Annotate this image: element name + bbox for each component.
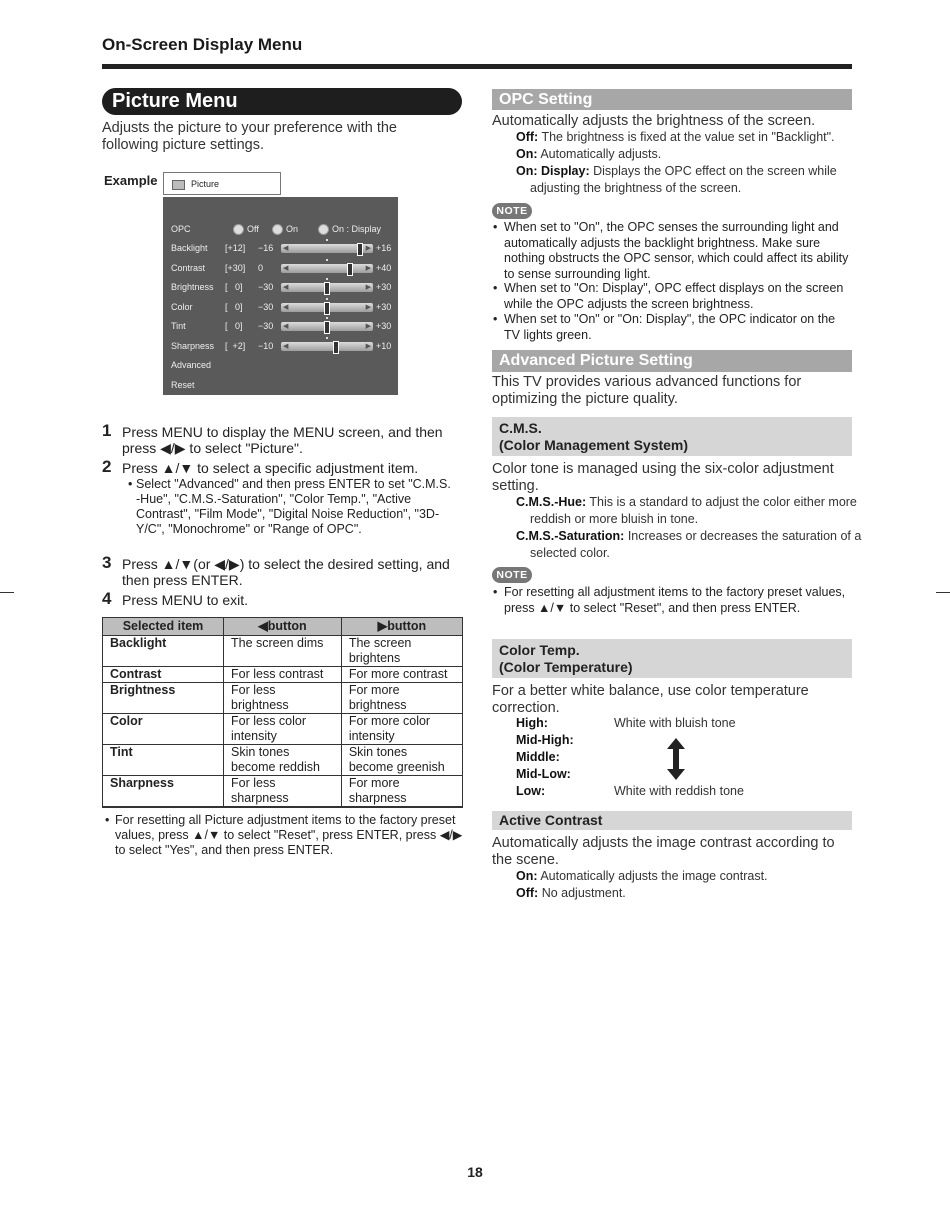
active-contrast-def-off: Off: No adjustment. [516, 886, 626, 900]
color-temp-heading: Color Temp. (Color Temperature) [492, 639, 852, 678]
left-arrow-icon: ◀ [283, 323, 289, 331]
radio-icon [318, 224, 329, 235]
opc-def-on: On: Automatically adjusts. [516, 147, 662, 161]
osd-setting-label: Brightness [171, 282, 214, 293]
table-header-right-button: ▶button [341, 618, 462, 636]
picture-menu-title: Picture Menu [102, 88, 462, 115]
osd-row-advanced [171, 358, 396, 372]
osd-setting-max: +30 [376, 282, 392, 293]
color-temp-intro: For a better white balance, use color temperature correction. [492, 683, 809, 716]
picture-menu-intro: Adjusts the picture to your preference with the following picture settings. [102, 120, 397, 153]
slider-knob [324, 282, 330, 295]
osd-setting-max: +30 [376, 321, 392, 332]
slider-center-mark [326, 278, 328, 280]
cms-def-saturation: C.M.S.-Saturation: Increases or decreases the saturation of a selected color. [516, 529, 862, 560]
step-2: 2 Press ▲/▼ to select a specific adjustment item. [102, 460, 464, 476]
osd-row-color [171, 300, 396, 314]
table-header-item: Selected item [103, 618, 224, 636]
osd-row-reset [171, 378, 396, 392]
table-cell-left-button: For less sharpness [224, 776, 342, 808]
right-arrow-icon: ▶ [365, 343, 371, 350]
step-3-text: Press ▲/▼(or ◀/▶) to select the desired setting, and then press ENTER. [122, 556, 450, 588]
slider-center-mark [326, 337, 328, 339]
table-cell-left-button: For less color intensity [224, 714, 342, 745]
table-row [103, 667, 463, 683]
slider-center-mark [326, 239, 328, 241]
osd-slider [281, 342, 373, 351]
table-cell-item: Color [103, 714, 224, 745]
step-2-bullet: • Select "Advanced" and then press ENTER to set "C.M.S. -Hue", "C.M.S.-Saturation", "Color Temp.", "Active Contrast", "Film Mode", "Digital Noise Reduction", "3D-Y/C", "Monochrome" or "Range of OPC". [136, 477, 454, 537]
picture-reset-note: • For resetting all Picture adjustment items to the factory preset values, press ▲/▼ to select "Reset", press ENTER, press ◀/▶ to select "Yes", and then press ENTER. [115, 813, 465, 858]
adjustment-table [102, 617, 463, 808]
osd-setting-label: Contrast [171, 262, 206, 273]
step-2-text: Press ▲/▼ to select a specific adjustment item. [122, 460, 419, 476]
table-cell-left-button: Skin tones become reddish [224, 745, 342, 776]
osd-setting-min: 0 [258, 262, 264, 273]
cms-intro: Color tone is managed using the six-color adjustment setting. [492, 461, 834, 494]
cms-def-hue: C.M.S.-Hue: This is a standard to adjust the color either more reddish or more bluish in tone. [516, 495, 857, 526]
double-arrow-icon [667, 738, 685, 780]
table-row [103, 776, 463, 808]
slider-knob [333, 341, 339, 354]
osd-setting-label: Sharpness [171, 341, 215, 351]
osd-setting-value: [ 0] [225, 321, 243, 332]
advanced-picture-heading: Advanced Picture Setting [492, 350, 852, 372]
osd-opc-label: OPC [171, 224, 191, 234]
table-cell-right-button: For more brightness [341, 683, 462, 714]
right-arrow-icon: ▶ [365, 245, 371, 252]
osd-setting-label: Backlight [171, 243, 208, 253]
right-arrow-icon: ▶ [365, 303, 371, 311]
cms-heading: C.M.S. (Color Management System) [492, 417, 852, 456]
color-temp-low-desc: White with reddish tone [614, 784, 744, 798]
step-4: 4 Press MENU to exit. [102, 592, 464, 608]
header-rule [102, 64, 852, 69]
opc-note-3: • When set to "On" or "On: Display", the OPC indicator on the TV lights green. [504, 312, 854, 343]
step-3: 3 Press ▲/▼(or ◀/▶) to select the desired setting, and then press ENTER. [102, 556, 464, 588]
radio-icon [272, 224, 283, 235]
table-cell-left-button: The screen dims [224, 636, 342, 667]
active-contrast-intro: Automatically adjusts the image contrast according to the scene. [492, 835, 835, 868]
table-cell-item: Backlight [103, 636, 224, 667]
color-temp-mid-high: Mid-High: [516, 733, 574, 747]
osd-setting-label: Color [171, 301, 193, 312]
table-cell-left-button: For less brightness [224, 683, 342, 714]
opc-note-2: • When set to "On: Display", OPC effect displays on the screen while the OPC adjusts the screen brightness. [504, 281, 854, 312]
step-4-text: Press MENU to exit. [122, 592, 249, 608]
table-row [103, 683, 463, 714]
right-arrow-icon: ▶ [365, 323, 371, 331]
osd-row-contrast [171, 261, 396, 275]
slider-knob [357, 243, 363, 256]
slider-center-mark [326, 259, 328, 261]
table-row [103, 745, 463, 776]
table-cell-right-button: Skin tones become greenish [341, 745, 462, 776]
opc-def-on-display: On: Display: Displays the OPC effect on the screen while adjusting the brightness of the screen. [516, 164, 837, 195]
osd-slider [281, 244, 373, 253]
color-temp-middle: Middle: [516, 750, 560, 764]
example-picture-tab [163, 172, 281, 195]
osd-reset-label: Reset [171, 380, 195, 390]
osd-setting-max: +40 [376, 262, 392, 273]
osd-opc-off: Off [233, 222, 259, 236]
osd-row-backlight [171, 241, 396, 255]
slider-knob [324, 302, 330, 315]
table-cell-item: Tint [103, 745, 224, 776]
color-temp-mid-low: Mid-Low: [516, 767, 571, 781]
right-arrow-icon: ▶ [365, 264, 371, 272]
osd-opc-on: On [272, 222, 298, 236]
opc-note-1: • When set to "On", the OPC senses the surrounding light and automatically adjusts the backlight brightness. Make sure nothing obstructs the OPC sensor, which could affect its ability to sense surrounding light. [504, 220, 854, 282]
color-temp-high-desc: White with bluish tone [614, 716, 736, 730]
osd-row-tint [171, 319, 396, 333]
cms-note: • For resetting all adjustment items to the factory preset values, press ▲/▼ to select "Reset", and then press ENTER. [504, 585, 854, 616]
osd-setting-min: −30 [258, 321, 274, 332]
left-arrow-icon: ◀ [283, 245, 289, 252]
osd-slider [281, 264, 373, 273]
opc-note-badge: NOTE [492, 203, 532, 219]
page-header-title: On-Screen Display Menu [102, 35, 303, 54]
opc-intro: Automatically adjusts the brightness of the screen. [492, 113, 816, 129]
osd-opc-on-display: On : Display [318, 222, 381, 236]
step-1-text: Press MENU to display the MENU screen, and then press ◀/▶ to select "Picture". [122, 424, 443, 456]
color-temp-high: High: [516, 716, 548, 730]
table-cell-item: Sharpness [103, 776, 224, 808]
example-tab-label: Picture [191, 179, 220, 189]
osd-setting-min: −10 [258, 341, 274, 351]
osd-setting-max: +10 [376, 341, 392, 351]
advanced-intro: This TV provides various advanced functions for optimizing the picture quality. [492, 374, 802, 407]
osd-setting-value: [ +2] [225, 341, 246, 351]
opc-setting-heading: OPC Setting [492, 89, 852, 110]
osd-setting-value: [ 0] [225, 301, 243, 312]
osd-setting-value: [+12] [225, 243, 246, 253]
left-arrow-icon: ◀ [283, 284, 289, 292]
osd-setting-max: +16 [376, 243, 392, 253]
osd-slider [281, 303, 373, 312]
table-row [103, 636, 463, 667]
table-cell-right-button: For more sharpness [341, 776, 462, 808]
radio-selected-icon [233, 224, 244, 235]
active-contrast-heading: Active Contrast [492, 811, 852, 830]
tv-icon [172, 180, 185, 190]
osd-row-brightness [171, 280, 396, 294]
color-temp-low: Low: [516, 784, 546, 798]
osd-slider [281, 322, 373, 331]
table-cell-right-button: For more color intensity [341, 714, 462, 745]
cms-note-badge: NOTE [492, 567, 532, 583]
step-1: 1 Press MENU to display the MENU screen, and then press ◀/▶ to select "Picture". [102, 424, 464, 456]
osd-setting-min: −30 [258, 301, 274, 312]
page-number: 18 [467, 1164, 483, 1180]
left-arrow-icon: ◀ [283, 264, 289, 272]
table-cell-item: Brightness [103, 683, 224, 714]
table-row [103, 714, 463, 745]
active-contrast-def-on: On: Automatically adjusts the image contrast. [516, 869, 768, 883]
left-arrow-icon: ◀ [283, 343, 289, 350]
table-cell-right-button: For more contrast [341, 667, 462, 683]
slider-knob [324, 321, 330, 334]
registration-mark-left [0, 592, 14, 593]
osd-example-screen [163, 197, 398, 395]
osd-setting-value: [ 0] [225, 282, 243, 293]
osd-setting-max: +30 [376, 301, 392, 312]
osd-setting-min: −30 [258, 282, 274, 293]
table-cell-left-button: For less contrast [224, 667, 342, 683]
table-cell-item: Contrast [103, 667, 224, 683]
table-cell-right-button: The screen brightens [341, 636, 462, 667]
osd-setting-label: Tint [171, 321, 186, 332]
osd-setting-value: [+30] [225, 262, 246, 273]
osd-setting-min: −16 [258, 243, 274, 253]
opc-def-off: Off: The brightness is fixed at the value set in "Backlight". [516, 130, 835, 144]
osd-advanced-label: Advanced [171, 360, 212, 370]
osd-row-opc [171, 222, 396, 236]
slider-center-mark [326, 317, 328, 319]
osd-row-sharpness [171, 339, 396, 353]
right-arrow-icon: ▶ [365, 284, 371, 292]
registration-mark-right [936, 592, 950, 593]
table-header-left-button: ◀button [224, 618, 342, 636]
osd-slider [281, 283, 373, 292]
slider-knob [347, 263, 353, 276]
example-label: Example [104, 173, 158, 188]
slider-center-mark [326, 298, 328, 300]
left-arrow-icon: ◀ [283, 303, 289, 311]
